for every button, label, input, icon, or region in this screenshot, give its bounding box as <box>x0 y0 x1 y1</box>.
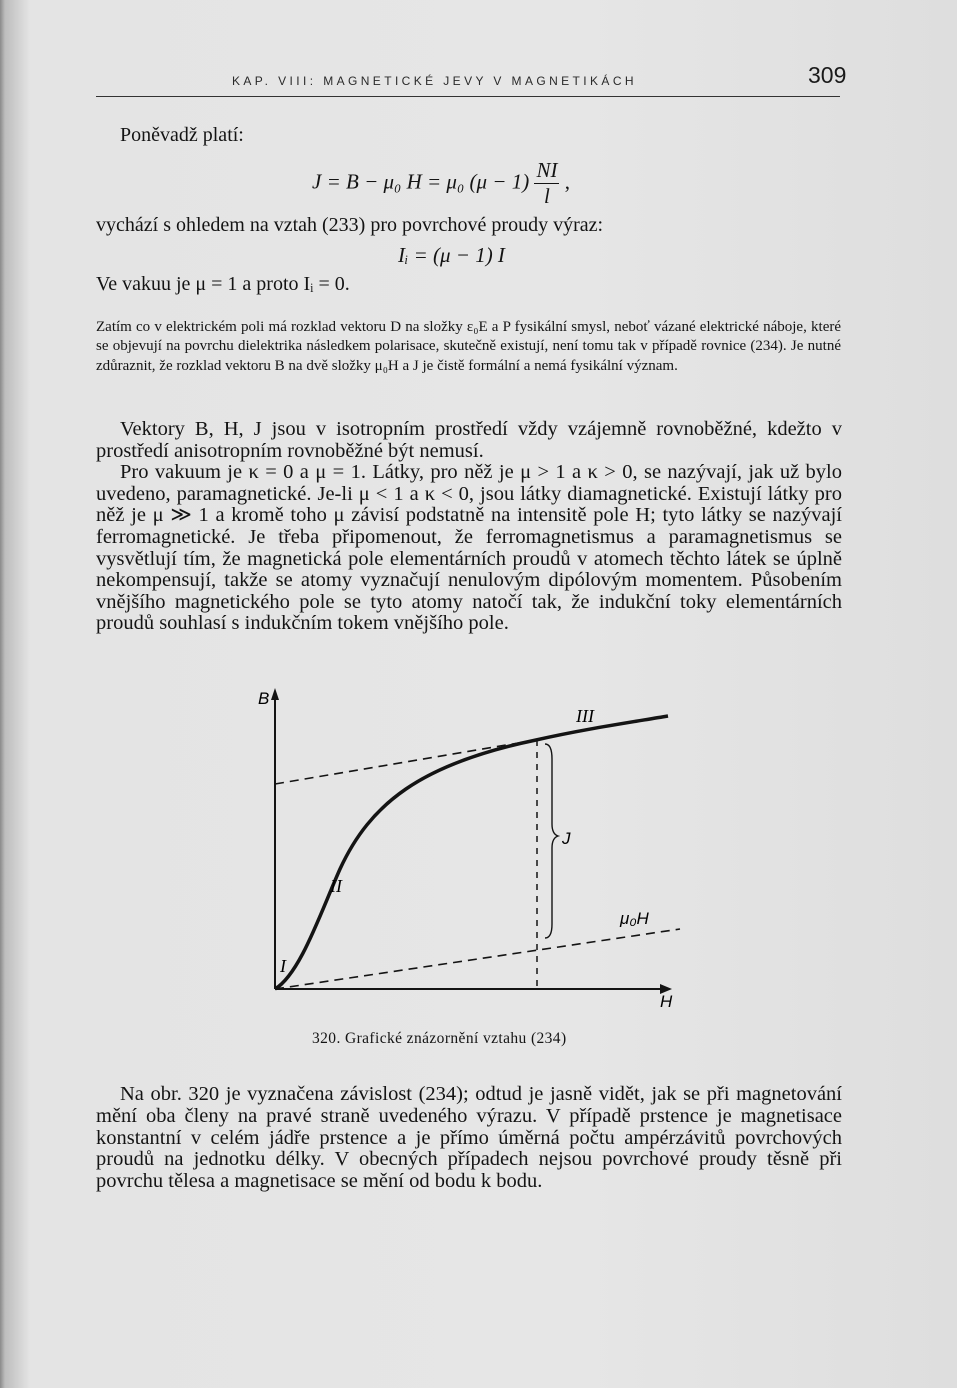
region-label-iii: III <box>576 706 594 726</box>
region-label-i: I <box>280 956 286 976</box>
equation-surface-current: Iᵢ = (μ − 1) I <box>398 243 505 267</box>
text-line: vychází s ohledem na vztah (233) pro povrchové proudy výraz: <box>96 214 604 236</box>
equation-left: J = B − μ₀ H = μ₀ (μ − 1) <box>312 169 530 194</box>
region-label-ii: II <box>330 876 342 896</box>
body-text <box>96 419 842 635</box>
text-line: Ve vakuu je μ = 1 a proto Iᵢ = 0. <box>96 273 350 295</box>
fraction-denominator: l <box>544 184 550 208</box>
header-rule <box>96 96 840 97</box>
mu0h-label: μ₀H <box>620 909 649 928</box>
saturation-dashed-line <box>275 740 536 784</box>
j-label: J <box>562 829 571 848</box>
equation-comma: , <box>564 169 570 194</box>
figure-caption: 320. Grafické znázornění vztahu (234) <box>312 1030 567 1047</box>
paragraph: Vektory B, H, J jsou v isotropním prostředí vždy vzájemně rovnoběžné, kdežto v prostředí anisotropním rovnoběžné být nemusí. <box>96 418 842 462</box>
intro-line: Poněvadž platí: <box>120 124 244 146</box>
running-header: KAP. VIII: MAGNETICKÉ JEVY V MAGNETIKÁCH <box>232 74 637 88</box>
y-axis-arrow <box>271 688 279 700</box>
equation-fraction <box>534 160 559 207</box>
paragraph: Pro vakuum je κ = 0 a μ = 1. Látky, pro něž je μ > 1 a κ > 0, se nazývají, jak už bylo uvedeno, paramagnetické. Je-li μ < 1 a κ < 0, jsou látky diamagnetické. Existují látky pro něž je μ ≫ 1 a kromě toho μ závisí podstatně na intensitě pole H; tyto látky se nazývají ferromagnetické. Je třeba připomenout, že ferromagnetismus a paramagnetismus se vysvětlují tím, že magnetická pole elementárních proudů v atomech těchto látek se úplně nekompensují, takže se atomy vyznačují nenulovým dipólovým momentem. Působením vnějšího magnetického pole se tyto atomy natočí tak, že indukční toky elementárních proudů souhlasí s indukčním tokem vnějšího pole. <box>96 461 842 635</box>
closing-text <box>96 1084 842 1193</box>
y-axis-label: B <box>258 689 270 708</box>
note-paragraph: Zatím co v elektrickém poli má rozklad vektoru D na složky ε₀E a P fysikální smysl, neboť vázané elektrické náboje, které se objevují na povrchu dielektrika následkem polarisace, skutečně existují, není tomu tak v případě rovnice (234). Je nutné zdůraznit, že rozklad vektoru B na dvě složky μ₀H a J je čistě formální a nemá fysikální význam. <box>96 319 841 374</box>
x-axis-label: H <box>660 992 673 1011</box>
j-brace <box>545 744 558 938</box>
equation-234 <box>312 160 570 207</box>
b-curve <box>275 716 668 989</box>
magnetization-figure <box>240 684 700 1014</box>
page-number: 309 <box>808 62 847 88</box>
paragraph: Na obr. 320 je vyznačena závislost (234); odtud je jasně vidět, jak se při magnetování mění oba členy na pravé straně uvedeného výrazu. V případě prstence je magnetisace konstantní v celém jádře prstence a je přímo úměrná počtu ampérzávitů povrchových proudů na jednotku délky. V obecných případech nejsou povrchové proudy těsně při povrchu tělesa a magnetisace se mění od bodu k bodu. <box>96 1083 842 1193</box>
fraction-numerator: NI <box>536 158 558 182</box>
mu0h-line <box>275 929 680 989</box>
